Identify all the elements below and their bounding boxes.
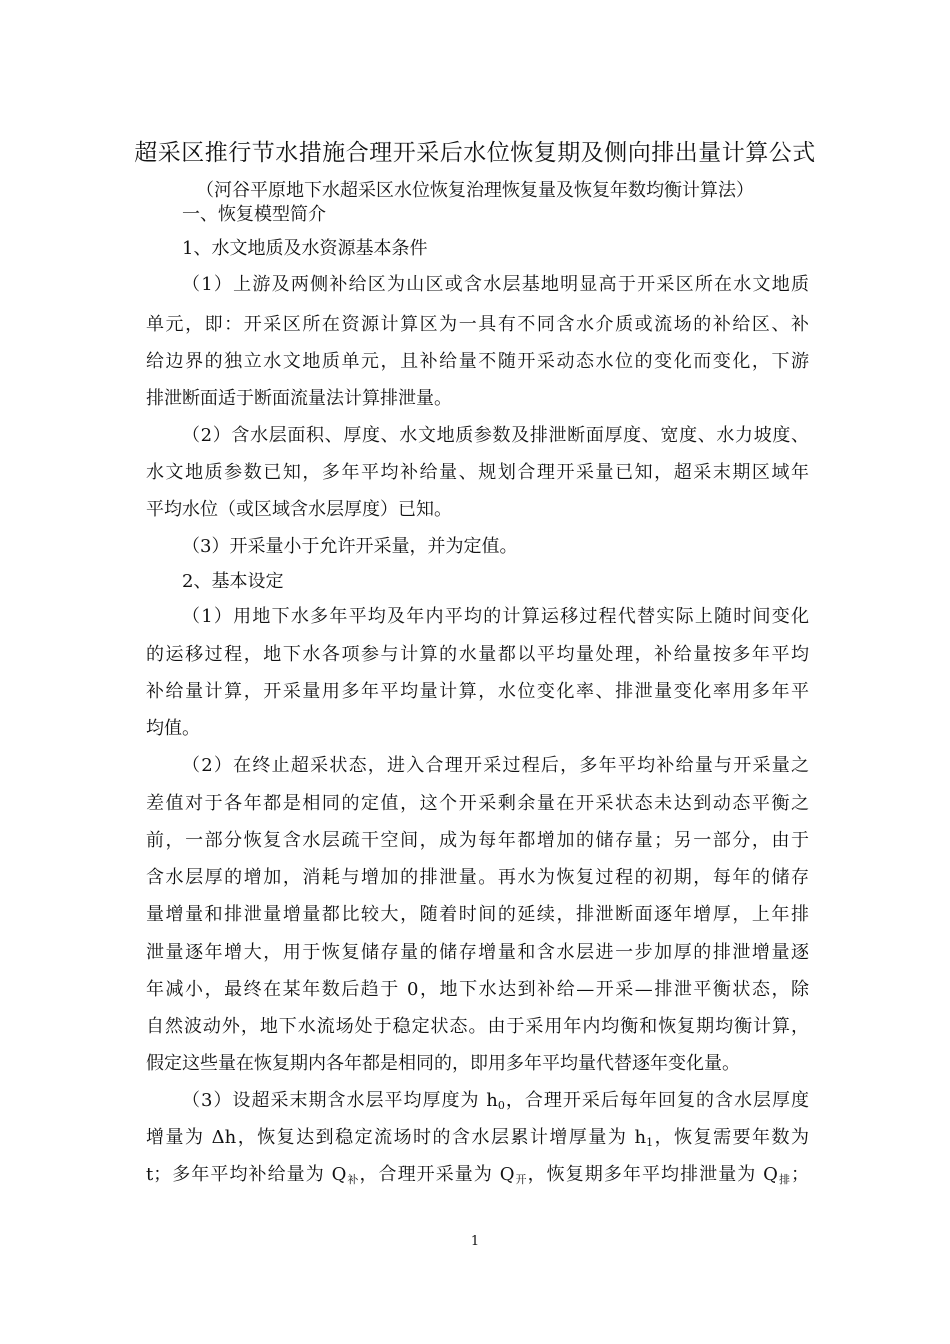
section-heading-1: 一、恢复模型简介	[182, 204, 326, 225]
paragraph-line	[182, 1092, 809, 1110]
paragraph-line: （2）含水层面积、厚度、水文地质参数及排泄断面厚度、宽度、水力坡度、	[182, 425, 809, 446]
paragraph-line: 年减小，最终在某年数后趋于 0，地下水达到补给—开采—排泄平衡状态，除	[146, 979, 809, 1000]
paragraph-line: 假定这些量在恢复期内各年都是相同的，即用多年平均量代替逐年变化量。	[146, 1053, 740, 1074]
text-run: ，恢复期多年平均排泄量为 Q	[527, 1164, 778, 1185]
text-run: t；多年平均补给量为 Q	[146, 1164, 347, 1185]
subscript: 0	[497, 1099, 505, 1112]
paragraph-line: （1）上游及两侧补给区为山区或含水层基地明显高于开采区所在水文地质	[182, 274, 809, 295]
paragraph-line: 的运移过程，地下水各项参与计算的水量都以平均量处理，补给量按多年平均	[146, 644, 809, 665]
paragraph-line: 差值对于各年都是相同的定值，这个开采剩余量在开采状态未达到动态平衡之	[146, 793, 809, 814]
text-run: ，合理开采量为 Q	[359, 1164, 515, 1185]
paragraph-line: 给边界的独立水文地质单元，且补给量不随开采动态水位的变化而变化，下游	[146, 351, 809, 372]
paragraph-line	[146, 1166, 809, 1184]
section-heading-1-2: 2、基本设定	[182, 571, 284, 592]
paragraph-line: （1）用地下水多年平均及年内平均的计算运移过程代替实际上随时间变化	[182, 606, 809, 627]
paragraph-line: 单元，即：开采区所在资源计算区为一具有不同含水介质或流场的补给区、补	[146, 314, 809, 335]
text-run: ，恢复需要年数为	[653, 1127, 809, 1148]
section-heading-1-1: 1、水文地质及水资源基本条件	[182, 238, 428, 259]
text-run: ，合理开采后每年回复的含水层厚度	[504, 1090, 810, 1111]
text-run: （3）设超采末期含水层平均厚度为 h	[182, 1090, 498, 1111]
document-subtitle: （河谷平原地下水超采区水位恢复治理恢复量及恢复年数均衡计算法）	[196, 180, 754, 201]
text-run: 增量为 Δh，恢复达到稳定流场时的含水层累计增厚量为 h	[146, 1127, 647, 1148]
paragraph-line: 均值。	[146, 718, 200, 739]
paragraph-line: 平均水位（或区域含水层厚度）已知。	[146, 499, 452, 520]
document-title: 超采区推行节水措施合理开采后水位恢复期及侧向排出量计算公式	[134, 140, 816, 166]
subscript: 1	[646, 1136, 654, 1149]
paragraph-line: 泄量逐年增大，用于恢复储存量的储存增量和含水层进一步加厚的排泄增量逐	[146, 942, 809, 963]
paragraph-line: 量增量和排泄量增量都比较大，随着时间的延续，排泄断面逐年增厚，上年排	[146, 904, 809, 925]
paragraph-line: 前，一部分恢复含水层疏干空间，成为每年都增加的储存量；另一部分，由于	[146, 830, 809, 851]
subscript: 排	[777, 1173, 791, 1186]
paragraph-line	[146, 1129, 809, 1147]
paragraph-line: 含水层厚的增加，消耗与增加的排泄量。再水为恢复过程的初期，每年的储存	[146, 867, 809, 888]
text-run: ；	[791, 1164, 809, 1185]
paragraph-line: 排泄断面适于断面流量法计算排泄量。	[146, 388, 452, 409]
paragraph-line: 水文地质参数已知，多年平均补给量、规划合理开采量已知，超采末期区域年	[146, 462, 809, 483]
paragraph-line: 自然波动外，地下水流场处于稳定状态。由于采用年内均衡和恢复期均衡计算，	[146, 1016, 809, 1037]
subscript: 补	[346, 1173, 360, 1186]
paragraph-line: 补给量计算，开采量用多年平均量计算，水位变化率、排泄量变化率用多年平	[146, 681, 809, 702]
paragraph-line: （2）在终止超采状态，进入合理开采过程后，多年平均补给量与开采量之	[182, 755, 809, 776]
paragraph-line: （3）开采量小于允许开采量，并为定值。	[182, 536, 518, 557]
subscript: 开	[514, 1173, 528, 1186]
page-number: 1	[470, 1234, 480, 1249]
